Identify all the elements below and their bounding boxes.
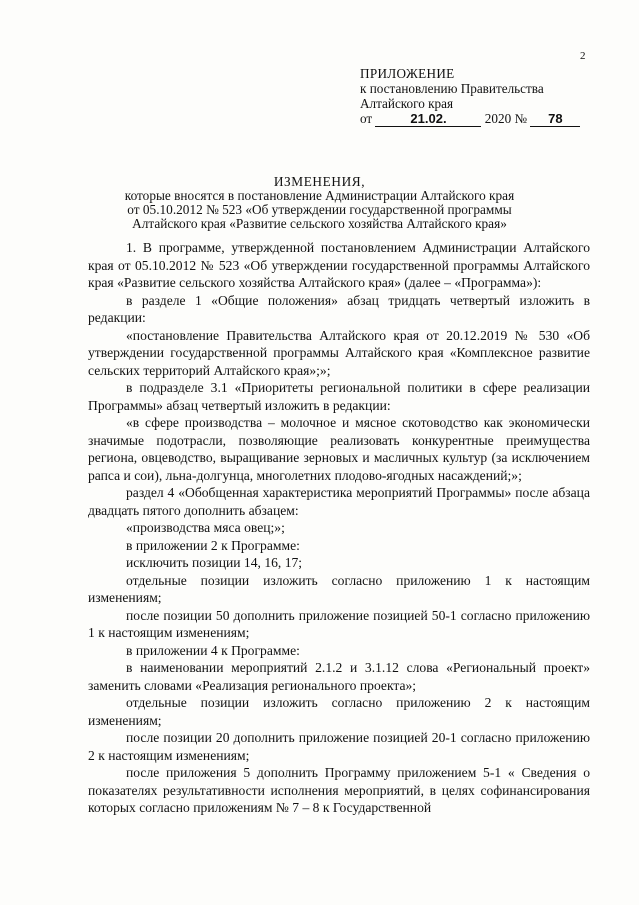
title-line-4: Алтайского края «Развитие сельского хозяйства Алтайского края» — [132, 216, 507, 231]
number-value: 78 — [548, 111, 563, 126]
paragraph: «постановление Правительства Алтайского края от 20.12.2019 № 530 «Об утверждении государственной программы Алтайского края «Комплексное развитие сельских территорий Алтайского края»;»; — [88, 327, 590, 378]
paragraph: «производства мяса овец;»; — [126, 520, 285, 535]
paragraph: после позиции 20 дополнить приложение позицией 20-1 согласно приложению 2 к настоящим изменениям; — [88, 730, 590, 763]
approval-date-row — [360, 111, 580, 127]
title-line-2: которые вносятся в постановление Администрации Алтайского края — [124, 188, 515, 203]
paragraph: раздел 4 «Обобщенная характеристика мероприятий Программы» после абзаца двадцать пятого дополнить абзацем: — [88, 485, 590, 518]
from-label: от — [360, 111, 373, 126]
paragraph: отдельные позиции изложить согласно приложению 2 к настоящим изменениям; — [88, 695, 590, 728]
paragraph: в приложении 2 к Программе: — [126, 537, 300, 553]
paragraph: в приложении 4 к Программе: — [126, 642, 300, 658]
document-body — [88, 239, 590, 817]
title-line-1: ИЗМЕНЕНИЯ, — [273, 174, 366, 189]
page-number: 2 — [580, 50, 586, 62]
approval-title: ПРИЛОЖЕНИЕ — [360, 66, 455, 81]
paragraph: 1. В программе, утвержденной постановлением Администрации Алтайского края от 05.10.2012 № 523 «Об утверждении государственной программы Алтайского края «Развитие сельского хозяйства Алтайского края» (далее – «Программа»): — [88, 240, 590, 290]
paragraph: в подразделе 3.1 «Приоритеты региональной политики в сфере реализации Программы» абзац четвертый изложить в редакции: — [88, 380, 590, 413]
paragraph: отдельные позиции изложить согласно приложению 1 к настоящим изменениям; — [88, 572, 590, 605]
approval-line-3: Алтайского края — [360, 96, 454, 111]
paragraph: в разделе 1 «Общие положения» абзац тридцать четвертый изложить в редакции: — [88, 292, 590, 325]
date-field — [375, 112, 481, 127]
paragraph: «в сфере производства – молочное и мясное скотоводство как экономически значимые подотрасли, позволяющие реализовать конкурентные преимущества региона, овцеводство, выращивание зерновых и масличных культур (за исключением рапса и сои), льна-долгунца, многолетних плодово-ягодных насаждений;»; — [88, 415, 590, 483]
year-label: 2020 № — [484, 111, 528, 126]
date-value: 21.02. — [410, 111, 447, 126]
paragraph: после позиции 50 дополнить приложение позицией 50-1 согласно приложению 1 к настоящим изменениям; — [88, 607, 590, 640]
approval-block — [360, 66, 580, 127]
document-title — [0, 175, 639, 231]
paragraph: исключить позиции 14, 16, 17; — [126, 555, 303, 570]
paragraph: после приложения 5 дополнить Программу приложением 5-1 « Сведения о показателях результативности исполнения мероприятий, в целях софинансирования которых согласно приложениям № 7 – 8 к Государственной — [88, 765, 590, 815]
number-field — [530, 112, 580, 127]
title-line-3: от 05.10.2012 № 523 «Об утверждении государственной программы — [127, 202, 512, 217]
approval-line-2: к постановлению Правительства — [360, 81, 544, 96]
paragraph: в наименовании мероприятий 2.1.2 и 3.1.12 слова «Региональный проект» заменить словами «Реализация регионального проекта»; — [88, 660, 590, 693]
